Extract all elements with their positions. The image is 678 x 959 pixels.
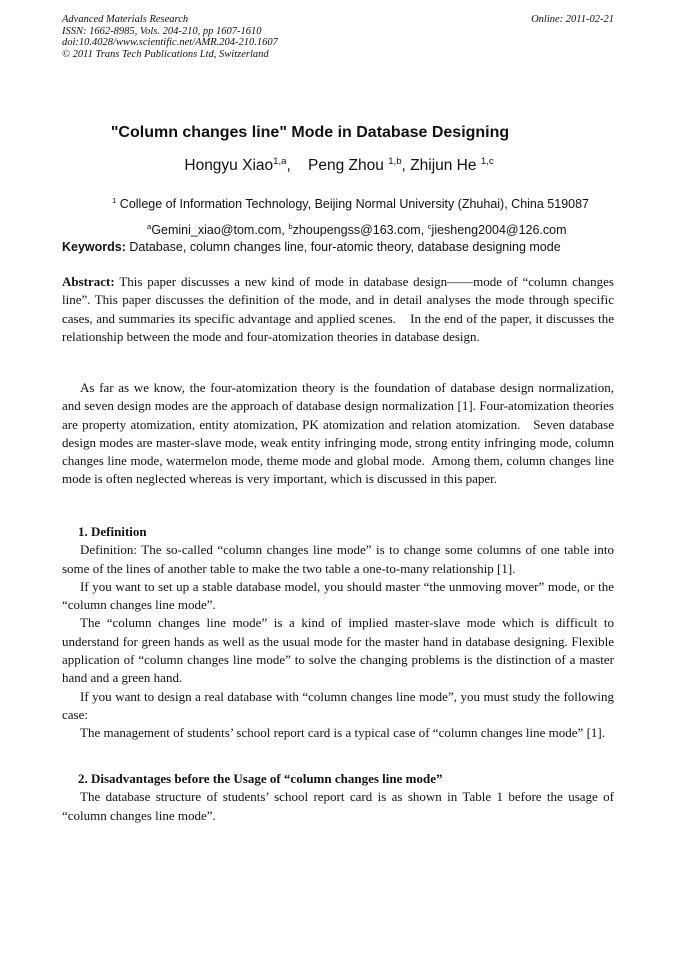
author-name: Peng Zhou — [308, 157, 389, 174]
email-address: jiesheng2004@126.com — [431, 223, 567, 237]
author-list — [0, 157, 678, 175]
issn-line: ISSN: 1662-8985, Vols. 204-210, pp 1607-1610 — [62, 25, 262, 37]
section-paragraph: If you want to set up a stable database model, you should master “the unmoving mover” mode, or the “column changes line mode”. — [62, 578, 614, 613]
abstract-text: This paper discusses a new kind of mode in database design——mode of “column changes line”. This paper discusses the definition of the mode, and in detail analyses the mode through specific cases, and summaries its specific advantage and applied scenes. In the end of the paper, it discusses the relationship between the mode and four-atomization theories in database design. — [62, 274, 618, 344]
online-date: Online: 2011-02-21 — [531, 14, 614, 25]
affiliation-text: College of Information Technology, Beijing Normal University (Zhuhai), China 519087 — [116, 197, 590, 211]
section-paragraph: The “column changes line mode” is a kind of implied master-slave mode which is difficult to understand for green hands as well as the usual mode for the master hand in database designing. Flexible application of “column changes line mode” to solve the changing problems is the distinction of a master hand and a green hand. — [62, 615, 614, 686]
doi-line: doi:10.4028/www.scientific.net/AMR.204-210.1607 — [62, 37, 278, 49]
section-paragraph: If you want to design a real database with “column changes line mode”, you must study the following case: — [62, 688, 614, 722]
keywords-text: Database, column changes line, four-atomic theory, database designing mode — [125, 240, 561, 254]
author-name: Hongyu Xiao — [184, 157, 274, 174]
email-mark: b — [288, 221, 293, 231]
paper-title: "Column changes line" Mode in Database Designing — [110, 124, 510, 141]
section-definition — [62, 523, 614, 743]
author-name: Zhijun He — [410, 157, 481, 174]
affiliation — [112, 197, 589, 211]
copyright-line: © 2011 Trans Tech Publications Ltd, Switzerland — [62, 48, 269, 60]
email-mark: c — [427, 221, 432, 231]
section-paragraph: The management of students’ school report card is a typical case of “column changes line mode” [1]. — [80, 725, 605, 741]
abstract-label: Abstract: — [62, 274, 115, 289]
keywords — [62, 240, 561, 254]
keywords-label: Keywords: — [62, 240, 126, 254]
author-affiliation-mark: 1,a — [273, 155, 287, 167]
email-address: Gemini_xiao@tom.com, — [151, 223, 289, 237]
affiliation-mark: 1 — [112, 195, 117, 205]
journal-name: Advanced Materials Research — [62, 14, 189, 25]
abstract — [62, 273, 618, 346]
section-paragraph: Definition: The so-called “column changes line mode” is to change some columns of one table into some of the lines of another table to make the two table a one-to-many relationship [1]. — [62, 542, 614, 576]
introduction — [62, 379, 618, 489]
author-affiliation-mark: 1,b — [388, 155, 402, 167]
section-paragraph: The database structure of students’ school report card is as shown in Table 1 before the usage of “column changes line mode”. — [62, 789, 614, 823]
section-heading: 1. Definition — [78, 524, 147, 539]
author-separator: , — [401, 157, 411, 174]
email-mark: a — [147, 221, 152, 231]
section-heading: 2. Disadvantages before the Usage of “column changes line mode” — [78, 771, 443, 786]
journal-header — [62, 14, 614, 60]
email-list — [147, 223, 567, 237]
email-address: zhoupengss@163.com, — [292, 223, 428, 237]
intro-paragraph: As far as we know, the four-atomization theory is the foundation of database design normalization, and seven design modes are the approach of database design normalization [1]. Four-atomization theories are property atomization, entity atomization, PK atomization and relation atomization. Seven database design modes are master-slave mode, weak entity infringing mode, strong entity infringing mode, column changes line mode, watermelon mode, theme mode and global mode. Among them, column changes line mode is often neglected whereas is very important, which is discussed in this paper. — [62, 380, 618, 487]
author-affiliation-mark: 1,c — [480, 155, 494, 167]
section-disadvantages — [62, 770, 614, 825]
author-separator: , — [286, 157, 309, 174]
